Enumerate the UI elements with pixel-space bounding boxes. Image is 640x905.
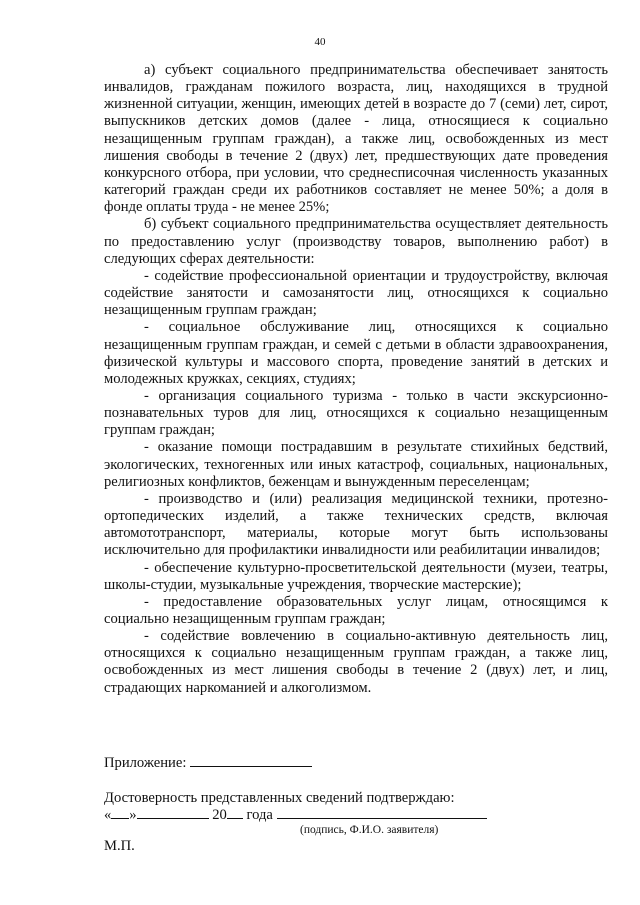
body-text [104, 62, 608, 697]
appendix-label: Приложение: [104, 755, 187, 771]
appendix-blank [190, 766, 312, 767]
page-number: 40 [314, 36, 326, 48]
list-item: - предоставление образовательных услуг лицам, относящимся к социально незащищенным группам граждан; [104, 593, 608, 627]
list-item: - содействие профессиональной ориентации и трудоустройству, включая содействие занятости и самозанятости лиц, относящихся к социально незащищенным группам граждан; [104, 267, 608, 319]
list-item: - организация социального туризма - только в части экскурсионно-познавательных туров для лиц, относящихся к социально незащищенным группам граждан; [104, 387, 608, 439]
date-year-suffix: года [246, 807, 273, 823]
list-item: - оказание помощи пострадавшим в результате стихийных бедствий, экологических, техногенных или иных катастроф, социальных, национальных, религиозных конфликтов, беженцам и вынужденным переселенцам; [104, 439, 608, 490]
list-item: - производство и (или) реализация медицинской техники, протезно-ортопедических изделий, а также технических средств, включая автомототранспорт, материалы, которые могут быть использованы исключительно для профилактики инвалидности или реабилитации инвалидов; [104, 490, 608, 559]
paragraph-b: б) субъект социального предпринимательства осуществляет деятельность по предоставлению услуг (производству товаров, выполнению работ) в следующих сферах деятельности: [104, 216, 608, 267]
signature-blank [277, 818, 487, 819]
signature-caption: (подпись, Ф.И.О. заявителя) [300, 824, 439, 836]
list-item: - обеспечение культурно-просветительской деятельности (музеи, театры, школы-студии, музыкальные учреждения, творческие мастерские); [104, 559, 608, 593]
date-year-blank [227, 818, 243, 819]
date-signature-line [104, 807, 608, 824]
list-item: - социальное обслуживание лиц, относящихся к социально незащищенным группам граждан, и семей с детьми в области здравоохранения, физической культуры и массового спорта, проведение занятий в детских и молодежных кружках, секциях, студиях; [104, 319, 608, 387]
stamp-label: М.П. [104, 838, 135, 854]
confirmation-text: Достоверность представленных сведений подтверждаю: [104, 790, 455, 806]
date-month-blank [137, 818, 209, 819]
date-quote-close: » [129, 807, 137, 823]
date-year-prefix: 20 [212, 807, 227, 823]
list-item: - содействие вовлечению в социально-активную деятельность лиц, относящихся к социально незащищенным группам граждан, а также лиц, освобожденных из мест лишения свободы в течение 2 (двух) лет, и лиц, страдающих наркоманией и алкоголизмом. [104, 628, 608, 696]
confirmation-block [104, 790, 608, 824]
appendix-line [104, 755, 608, 772]
date-day-blank [111, 818, 129, 819]
date-quote-open: « [104, 807, 112, 823]
paragraph-a: а) субъект социального предпринимательства обеспечивает занятость инвалидов, гражданам пожилого возраста, лиц, находящихся в трудной жизненной ситуации, женщин, имеющих детей в возрасте до 7 (семи) лет, сирот, выпускников детских домов (далее - лица, относящиеся к социально незащищенным группам граждан), а также лиц, освобожденных из мест лишения свободы в течение 2 (двух) лет, предшествующих дате проведения конкурсного отбора, при условии, что среднесписочная численность указанных категорий граждан среди их работников составляет не менее 50%; а доля в фонде оплаты труда - не менее 25%; [104, 62, 608, 216]
